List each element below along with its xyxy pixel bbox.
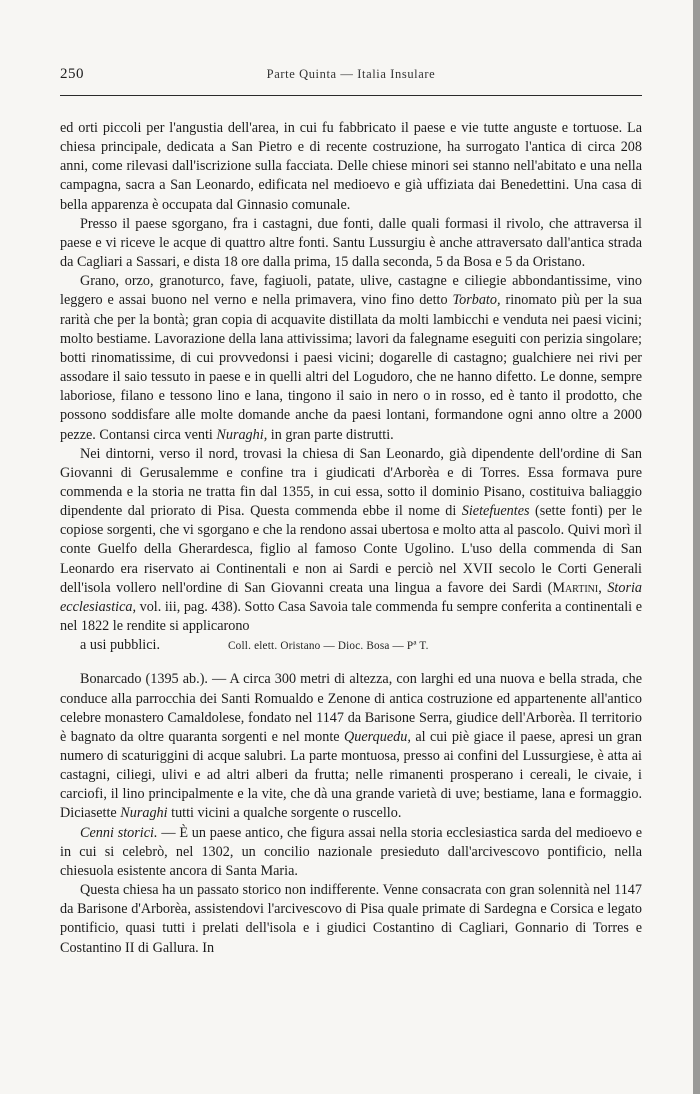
paragraph-last-line: a usi pubblici. Coll. elett. Oristano — Dioc. Bosa — Pª T. bbox=[60, 636, 642, 656]
electoral-reference: Coll. elett. Oristano — Dioc. Bosa — Pª T. bbox=[228, 640, 429, 653]
body-text bbox=[60, 119, 642, 958]
header-rule bbox=[60, 95, 642, 96]
page-header bbox=[60, 64, 642, 86]
paragraph: Presso il paese sgorgano, fra i castagni, due fonti, dalle quali formasi il rivolo, che attraversa il paese e vi riceve le acque di quattro altre fonti. Santu Lussurgiu è anche attraversato dall'antica strada da Cagliari a Sassari, e dista 18 ore dalla prima, 15 dalla seconda, 5 da Bosa e 5 da Oristano. bbox=[60, 215, 642, 271]
paragraph: Bonarcado (1395 ab.). — A circa 300 metri di altezza, con larghi ed una nuova e bella strada, che conduce alla parrocchia dei Santi Romualdo e Zenone di antica costruzione ed appartenente all'antico celebre monastero Camaldolese, fondato nel 1147 da Barisone Serra, giudice dell'Arborèa. Il territorio è bagnato da oltre quaranta sorgenti e nel monte Querquedu, al cui piè giace il paese, apresi un gran numero di scaturiggini di acque salubri. La parte montuosa, presso ai confini del Lussurgiese, è atta ai castagni, ciliegi, ulivi e ad altri alberi da frutta; nelle rimanenti prosperano i cereali, le civaie, i carciofi, il lino principalmente e la vite, che dà una grande varietà di uve; bestiame, lana e formaggio. Diciasette Nuraghi tutti vicini a qualche sorgente o ruscello. bbox=[60, 671, 643, 822]
page-edge-shadow bbox=[693, 0, 700, 1094]
italic-term: Torbato, bbox=[452, 292, 501, 309]
italic-term: Nuraghi, bbox=[216, 426, 268, 443]
italic-term: Sietefuentes bbox=[461, 503, 530, 520]
italic-term: Querquedu, bbox=[344, 728, 411, 745]
italic-term: Nuraghi bbox=[120, 805, 168, 822]
paragraph: Cenni storici. — È un paese antico, che figura assai nella storia ecclesiastica sarda del medioevo e in cui si celebrò, nel 1302, un concilio nazionale presieduto dall'arcivescovo pontificio, nella chiesuola esistente ancora di Santa Maria. bbox=[60, 824, 642, 879]
page-number: 250 bbox=[60, 66, 84, 82]
running-title: Parte Quinta — Italia Insulare bbox=[266, 67, 436, 81]
paragraph: Questa chiesa ha un passato storico non indifferente. Venne consacrata con gran solennità nel 1147 da Barisone d'Arborèa, assistendovi l'arcivescovo di Pisa quale primate di Sardegna e Corsica e legato pontificio, quasi tutti i prelati dell'isola e i giudici Costantino di Cagliari, Gonnario di Torres e Costantino II di Gallura. In bbox=[60, 882, 642, 956]
italic-title: Storia ecclesiastica, bbox=[60, 579, 643, 615]
paragraph: ed orti piccoli per l'angustia dell'area, in cui fu fabbricato il paese e vie tutte anguste e tortuose. La chiesa principale, dedicata a San Pietro e di recente costruzione, ha surrogato l'antica di circa 208 anni, come rilevasi dall'iscrizione sulla facciata. Delle chiese minori sei stanno nell'abitato e una nella campagna, sacra a San Leonardo, edificata nel medioevo e già uffiziata dai Benedettini. Una casa di bella apparenza è occupata dal Ginnasio comunale. bbox=[60, 120, 642, 213]
paragraph: Nei dintorni, verso il nord, trovasi la chiesa di San Leonardo, già dipendente dell'ordine di San Giovanni di Gerusalemme e confine tra i giudicati d'Arborèa e di Torres. Essa formava pure commenda e la storia ne tratta fin dal 1355, in cui essa, sotto il dominio Pisano, costituiva baliaggio dipendente dal priorato di Pisa. Questa commenda ebbe il nome di Sietefuentes (sette fonti) per le copiose sorgenti, che vi sgorgano e che la rendono assai ubertosa e molto atta al pascolo. Quivi morì il conte Guelfo della Gherardesca, figlio al famoso Conte Ugolino. L'uso della commenda di San Leonardo era riservato ai Continentali e non ai Sardi e perciò nel XVII secolo le Corti Generali dell'isola vollero nell'ordine di San Giovanni creata una lingua a favore dei Sardi (Martini, Storia ecclesiastica, vol. iii, pag. 438). Sotto Casa Savoia tale commenda fu sempre conferita a continentali e nel 1822 le rendite si applicarono bbox=[60, 445, 643, 635]
section-gap bbox=[60, 656, 642, 670]
section-heading: Cenni storici. bbox=[80, 824, 158, 841]
author-name: Martini, bbox=[552, 579, 602, 596]
paragraph: Grano, orzo, granoturco, fave, fagiuoli, patate, ulive, castagne e ciliegie abbondantissime, vino leggero e assai buono nel verno e nella primavera, vino fino detto Torbato, rinomato più per la sua rarità che per la bontà; gran copia di acquavite distillata da molti lambicchi e venduta nei paesi vicini; molto bestiame. Lavorazione della lana attivissima; lavori da falegname eseguiti con perizia singolare; botti rinomatissime, di cui provvedonsi i paesi vicini; dogarelle di castagno; gualchiere nei rivi per assodare il saio tessuto in paese e in quelli altri del Logudoro, che ne hanno difetto. Le donne, sempre laboriose, filano e tessono lino e lana, tingono il saio in nero o in rosso, ed è tanto il prodotto, che possono soddisfare alle molte domande anche da paesi lontani, formandone ogni anno oltre a 2000 pezze. Contansi circa venti Nuraghi, in gran parte distrutti. bbox=[60, 273, 643, 443]
